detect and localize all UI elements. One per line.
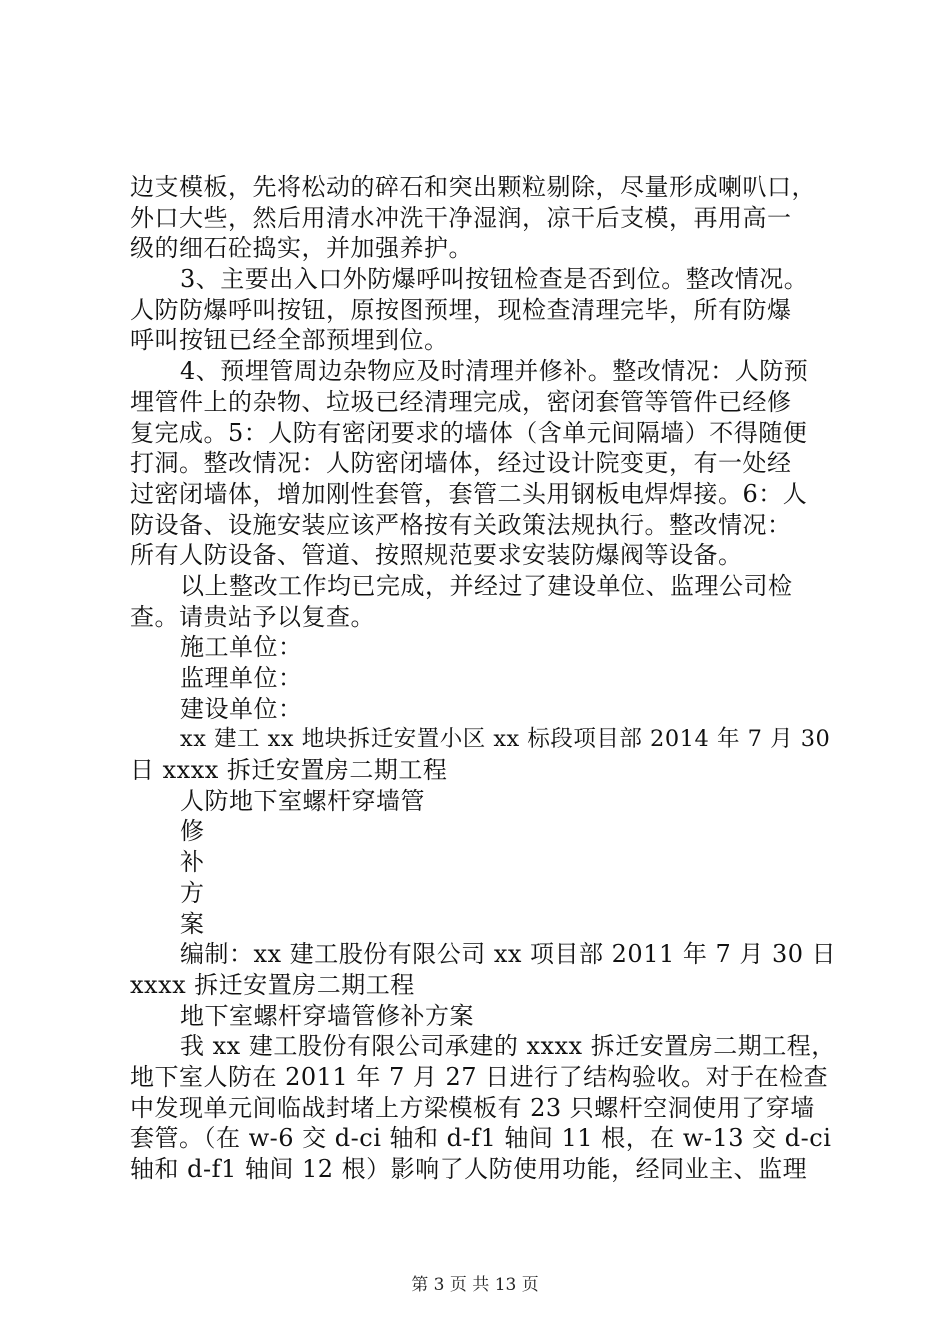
text-line: xxxx 拆迁安置房二期工程 xyxy=(130,970,415,999)
text-line: 复完成。5：人防有密闭要求的墙体（含单元间隔墙）不得随便 xyxy=(130,418,808,447)
document-body xyxy=(130,172,840,1185)
text-line: 级的细石砼捣实，并加强养护。 xyxy=(130,234,473,263)
section-title: 地下室螺杆穿墙管修补方案 xyxy=(180,1001,474,1030)
text-line: 人防防爆呼叫按钮，原按图预埋，现检查清理完毕，所有防爆 xyxy=(130,295,792,324)
text-line: 轴和 d-f1 轴间 12 根）影响了人防使用功能，经同业主、监理 xyxy=(130,1155,808,1183)
text-line: 4、预埋管周边杂物应及时清理并修补。整改情况：人防预 xyxy=(180,357,809,386)
text-line: 日 xxxx 拆迁安置房二期工程 xyxy=(130,756,448,785)
signature-label-construction: 施工单位： xyxy=(180,633,303,662)
text-line: 呼叫按钮已经全部预埋到位。 xyxy=(130,326,449,355)
text-line: 外口大些，然后用清水冲洗干净湿润，凉干后支模，再用高一 xyxy=(130,203,792,232)
text-line: xx 建工 xx 地块拆迁安置小区 xx 标段项目部 2014 年 7 月 30 xyxy=(180,726,831,753)
signature-label-supervision: 监理单位： xyxy=(180,664,303,692)
text-line: 所有人防设备、管道、按照规范要求安装防爆阀等设备。 xyxy=(130,541,743,570)
section-title: 人防地下室螺杆穿墙管 xyxy=(180,786,425,815)
title-char: 修 xyxy=(180,817,205,846)
text-line: 编制：xx 建工股份有限公司 xx 项目部 2011 年 7 月 30 日 xyxy=(180,940,837,969)
text-line: 查。请贵站予以复查。 xyxy=(130,602,375,631)
text-line: 中发现单元间临战封堵上方梁模板有 23 只螺杆空洞使用了穿墙 xyxy=(130,1093,815,1122)
page-number: 第 3 页 共 13 页 xyxy=(411,1275,539,1295)
text-line: 防设备、设施安装应该严格按有关政策法规执行。整改情况： xyxy=(130,510,792,539)
signature-label-owner: 建设单位： xyxy=(180,694,303,723)
title-char: 案 xyxy=(180,909,205,938)
text-line: 以上整改工作均已完成，并经过了建设单位、监理公司检 xyxy=(180,571,793,600)
text-line: 打洞。整改情况：人防密闭墙体，经过设计院变更，有一处经 xyxy=(130,449,792,478)
text-line: 埋管件上的杂物、垃圾已经清理完成，密闭套管等管件已经修 xyxy=(130,387,792,416)
text-line: 3、主要出入口外防爆呼叫按钮检查是否到位。整改情况。 xyxy=(180,265,809,294)
text-line: 套管。（在 w-6 交 d-ci 轴和 d-f1 轴间 11 根，在 w-13 交 d-ci xyxy=(130,1124,832,1153)
title-char: 方 xyxy=(180,878,205,907)
text-line: 我 xx 建工股份有限公司承建的 xxxx 拆迁安置房二期工程， xyxy=(180,1032,836,1061)
text-line: 地下室人防在 2011 年 7 月 27 日进行了结构验收。对于在检查 xyxy=(130,1062,829,1091)
text-line: 边支模板，先将松动的碎石和突出颗粒剔除，尽量形成喇叭口， xyxy=(130,173,816,201)
title-char: 补 xyxy=(180,848,205,877)
text-line: 过密闭墙体，增加刚性套管，套管二头用钢板电焊焊接。6：人 xyxy=(130,479,808,508)
